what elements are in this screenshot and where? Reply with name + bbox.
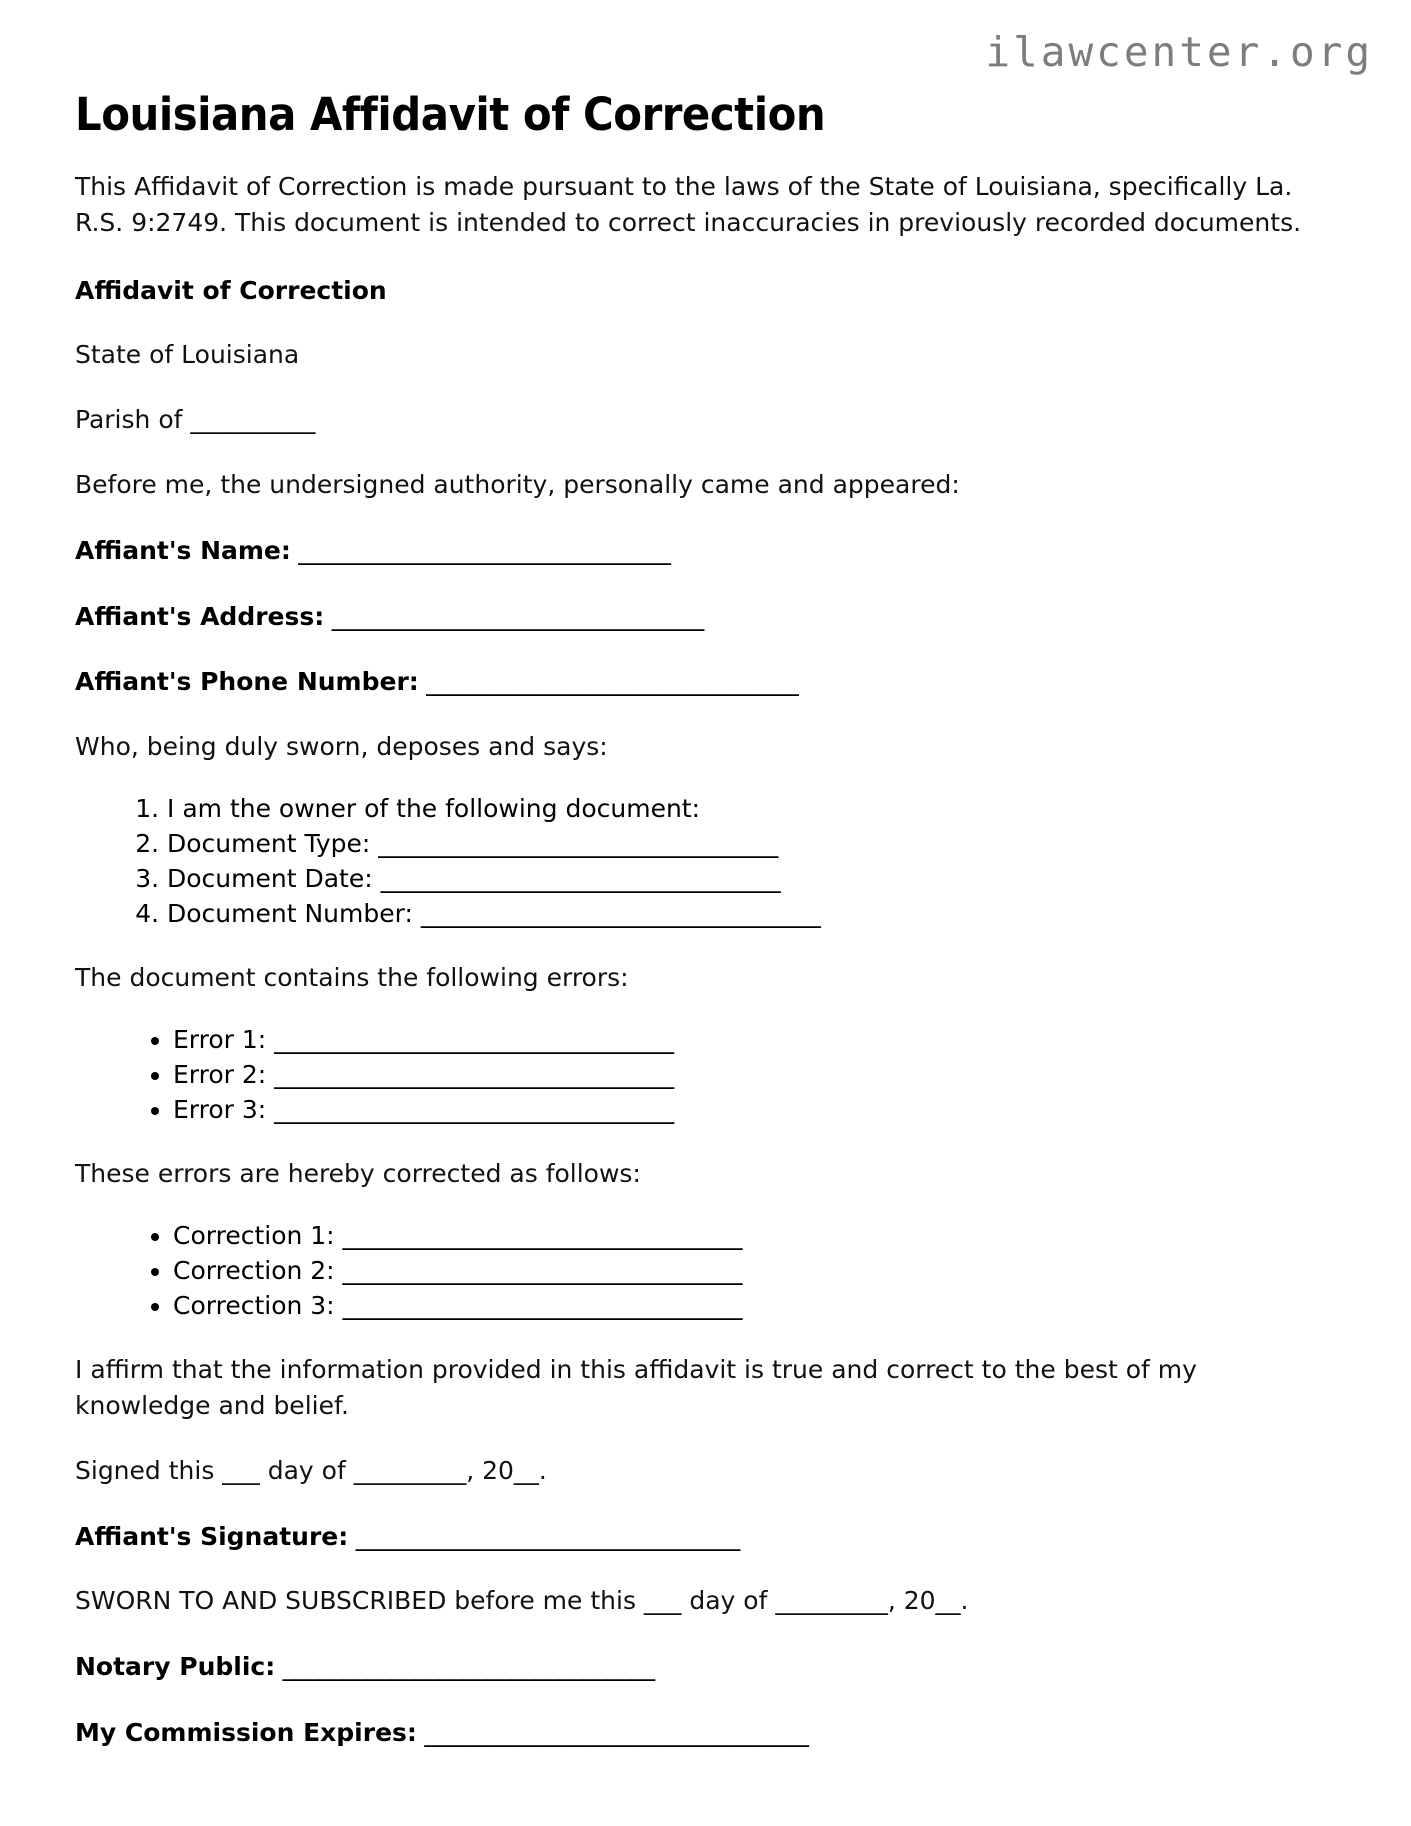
notary-public-label: Notary Public: <box>75 1652 276 1682</box>
affiant-name-field <box>75 533 1336 569</box>
list-item[interactable]: • Correction 3: ________________________________ <box>173 1288 1336 1323</box>
signed-date-line[interactable]: Signed this ___ day of _________, 20__. <box>75 1455 547 1485</box>
affiant-signature-label: Affiant's Signature: <box>75 1521 349 1551</box>
commission-expires-blank[interactable]: ________________________________ <box>416 1717 809 1747</box>
errors-intro-line: The document contains the following errors: <box>75 962 629 992</box>
errors-list <box>75 1022 1336 1127</box>
affiant-phone-field <box>75 664 1336 700</box>
corrections-list <box>75 1218 1336 1323</box>
commission-expires-label: My Commission Expires: <box>75 1717 417 1747</box>
affiant-signature-blank[interactable]: ________________________________ <box>348 1521 740 1551</box>
affiant-name-label: Affiant's Name: <box>75 536 291 566</box>
list-item[interactable]: • Correction 1: ________________________________ <box>173 1218 1336 1253</box>
list-item[interactable]: 4. Document Number: ________________________________ <box>167 896 1336 931</box>
affiant-phone-blank[interactable]: _______________________________ <box>418 667 799 697</box>
list-item[interactable]: 3. Document Date: ________________________________ <box>167 861 1336 896</box>
list-item[interactable]: • Error 2: ________________________________ <box>173 1057 1336 1092</box>
sworn-subscribed-line[interactable]: SWORN TO AND SUBSCRIBED before me this ___ day of _________, 20__. <box>75 1586 969 1616</box>
affirmation-paragraph: I affirm that the information provided in this affidavit is true and correct to the best of my knowledge and belief. <box>75 1354 1197 1420</box>
parish-line: Parish of __________ <box>75 405 316 435</box>
affiant-address-field <box>75 599 1336 635</box>
list-item[interactable]: • Error 1: ________________________________ <box>173 1022 1336 1057</box>
list-item: 1. I am the owner of the following document: <box>167 791 1336 826</box>
before-me-line: Before me, the undersigned authority, personally came and appeared: <box>75 470 960 500</box>
affiant-phone-label: Affiant's Phone Number: <box>75 667 419 697</box>
affiant-name-blank[interactable]: _______________________________ <box>290 536 671 566</box>
commission-expires-field <box>75 1715 1336 1751</box>
state-line: State of Louisiana <box>75 340 300 370</box>
list-item[interactable]: • Error 3: ________________________________ <box>173 1092 1336 1127</box>
affiant-address-label: Affiant's Address: <box>75 601 325 631</box>
notary-public-field <box>75 1649 1336 1685</box>
intro-paragraph: This Affidavit of Correction is made pursuant to the laws of the State of Louisiana, specifically La. R.S. 9:2749. This document is intended to correct inaccuracies in previously recorded documents. <box>75 172 1302 238</box>
sworn-intro-line: Who, being duly sworn, deposes and says: <box>75 731 608 761</box>
corrections-intro-line: These errors are hereby corrected as follows: <box>75 1158 641 1188</box>
site-watermark: ilawcenter.org <box>985 28 1373 76</box>
section-heading-affidavit-of-correction: Affidavit of Correction <box>75 276 387 306</box>
notary-public-blank[interactable]: _______________________________ <box>275 1652 655 1682</box>
affiant-signature-field <box>75 1519 1336 1555</box>
page-title: Louisiana Affidavit of Correction <box>75 88 826 141</box>
list-item[interactable]: • Correction 2: ________________________________ <box>173 1253 1336 1288</box>
list-item[interactable]: 2. Document Type: ________________________________ <box>167 826 1336 861</box>
affiant-address-blank[interactable]: _______________________________ <box>324 601 704 631</box>
document-details-list <box>75 791 1336 931</box>
